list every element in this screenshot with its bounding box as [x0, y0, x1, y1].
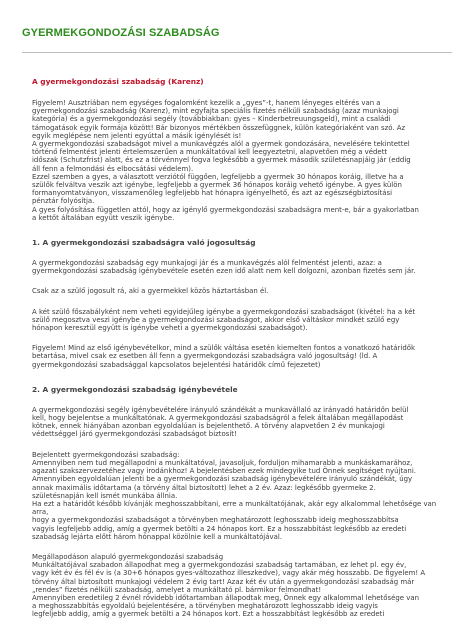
intro-paragraph: Figyelem! Ausztriában nem egységes fogalomként kezelik a „gyes”-t, hanem lényeges eltérés van a gyermekgondozási szabadság (Karenz), mint egyfajta speciális fizetés nélküli szabadság (azaz munkajogi kategória) és a gyermekgondozási segély (továbbiakban: gyes – Kinderbetreuungsgeld), mint a családi támogatások egyik formája között! Bár bizonyos mértékben összefüggnek, külön kategóriaként van szó. Az egyik meglépése nem jelenti egyúttal a másik igénylését is! A gyermekgondozási szabadságot mivel a munkavégzés alól a gyermek gondozására, nevelésére tekintettel történő felmentést jelenti értelemszerűen a munkáltatóval kell leegyeztetni, alapvetően még a védett időszak (Schutzfrist) alatt, és ez a törvénnyel fogva legkésőbb a gyermek második születésnapjáig jár (eddig áll fenn a felmondási és elbocsátási védelem). Ezzel szemben a gyes, a választott verziótól függően, legfeljebb a gyermek 30 hónapos koráig, illetve ha a szülők felváltva veszik azt igénybe, legfeljebb a gyermek 36 hónapos koráig vehető igénybe. A gyes külön formanyomtatványon, visszamenőleg legfeljebb hat hónapra igényelhető, és azt az egészségbiztosítási pénztár folyósítja. A gyes folyósítása független attól, hogy az igénylő gyermekgondozási szabadságra ment-e, bár a gyakorlatban a kettőt általában együtt veszik igénybe.	[32, 99, 419, 222]
section-title: A gyermekgondozási szabadság (Karenz)	[32, 77, 204, 86]
section-2-paragraph-1: A gyermekgondozási segély igénybevételére irányuló szándékát a munkavállaló az irányadó határidőn belül kell, hogy bejelentse a munkáltatónak. A gyermekgondozási szabadságról a felek általában megállapodást kötnek, ennek hiányában azonban egyoldalúan is bejelenthető. A törvény alapvetően 2 év munkajogi védettséggel járó gyermekgondozási szabadságot biztosít!	[32, 405, 409, 439]
section-1-paragraph-1: A gyermekgondozási szabadság egy munkajogi jár és a munkavégzés alól felmentést jelenti, azaz: a gyermekgondozási szabadság igénybevétele esetén ezen idő alatt nem kell dolgozni, azonban fizetés sem jár.	[32, 259, 416, 276]
section-1-paragraph-3: A két szülő főszabályként nem veheti egyidejűleg igénybe a gyermekgondozási szabadságot (kivétel: ha a két szülő megosztva veszi igénybe a gyermekgondozási szabadságot, akkor első váltáskor mindkét szülő egy hónapon keresztül együtt is igénybe veheti a gyermekgondozási szabadságot).	[32, 307, 416, 333]
document-title: GYERMEKGONDOZÁSI SZABADSÁG	[22, 27, 220, 39]
title-divider	[22, 52, 452, 53]
section-1-paragraph-4: Figyelem! Mind az első igénybevételkor, mind a szülők váltása esetén kiemelten fontos a vonatkozó határidők betartása, mivel csak ez esetben áll fenn a gyermekgondozási szabadságra való jogosultság! (ld. A gyermekgondozási szabadsággal kapcsolatos bejelentési határidők című fejezetet)	[32, 344, 415, 369]
section-2-heading: 2. A gyermekgondozási szabadság igénybevétele	[32, 384, 238, 394]
section-2-paragraph-2: Bejelentett gyermekgondozási szabadság: Amennyiben nem tud megállapodni a munkáltatóval, javasoljuk, forduljon mihamarabb a munkáskamarához, agazati szakszervezetéhez vagy irodánkhoz! A bejelentésben ezek mindegyike tud Önnek segítséget nyújtani. Amennyiben egyoldalúan jelenti be a gyermekgondozási szabadság igénybevételére irányuló szándékát, úgy annak maximális időtartama (a törvény által biztosított) lehet a 2 év. Azaz: legkésőbb gyermeke 2. születésnapján kell ismét munkába állnia. Ha ezt a határidőt később kívánják meghosszabbítani, erre a munkáltatójának, akár egy alkalommal lehetősége van arra, hogy a gyermekgondozási szabadságot a törvényben meghatározott leghosszabb ideig meghosszabbítsa vagyis legfeljebb addig, amíg a gyermek betölti a 24 hónapos kort. Ez a hosszabbítást legkésőbb az eredeti szabadság lejárta előtt három hónappal közölnie kell a munkáltatójával.	[32, 450, 437, 541]
section-1-paragraph-2: Csak az a szülő jogosult rá, aki a gyermekkel közös háztartásban él.	[32, 287, 269, 296]
section-1-heading: 1. A gyermekgondozási szabadságra való jogosultság	[32, 238, 256, 248]
section-2-paragraph-3: Megállapodáson alapuló gyermekgondozási szabadság Munkáltatójával szabadon állapodhat meg a gyermekgondozási szabadság tartamában, ez lehet pl. egy év, vagy két év és fél év is (a 30+6 hónapos gyes-változathoz illeszkedve), vagy akár még hosszabb. De figyelem! A törvény által biztosított munkajogi védelem 2 évig tart! Azaz két év után a gyermekgondozási szabadság már „rendes” fizetés nélküli szabadság, amelyet a munkáltató pl. bármikor felmondhat! Amennyiben eredetileg 2 évnél rövidebb időtartamban állapodtak meg, Önnek egy alkalommal lehetősége van a meghosszabbítás egyoldalú bejelentésére, a törvényben meghatározott leghosszabb ideig vagyis legfeljebb addig, amíg a gyermek betölti a 24 hónapos kort. Ezt a hosszabbítást legkésőbb az eredeti	[32, 552, 426, 619]
